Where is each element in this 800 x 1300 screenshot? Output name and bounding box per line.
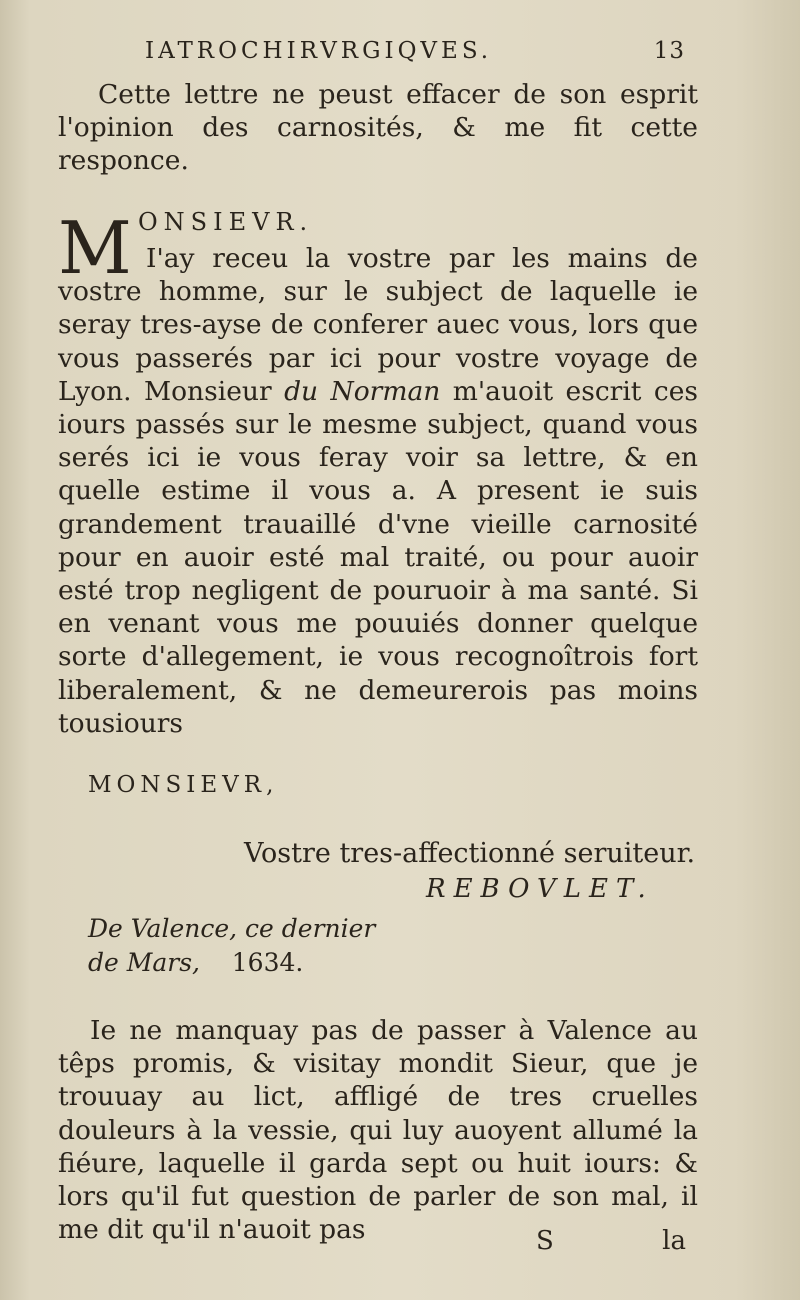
- letter-body-part-2: m'auoit escrit ces iours passés sur le mesme subject, quand vous serés ici ie vous feray voir sa lettre, & en quelle estime il vous a. A present ie suis grandement trauaillé d'vne vieille carnosité pour en auoir esté mal traité, ou pour auoir esté trop negligent de pouruoir à ma santé. Si en venant vous me pouuiés donner quelque sorte d'allegement, ie vous recognoîtrois fort liberalement, & ne demeurerois pas moins tousiours: [58, 375, 699, 739]
- final-paragraph: Ie ne manquay pas de passer à Valence au têps promis, & visitay mondit Sieur, que je trouuay au lict, affligé de tres cruelles douleurs à la vessie, qui luy auoyent allumé la fiéure, laquelle il garda sept ou huit iours: & lors qu'il fut question de parler de son mal, il me dit qu'il n'auoit pas: [58, 1015, 698, 1246]
- catchword: la: [662, 1226, 686, 1256]
- intro-paragraph: Cette lettre ne peust effacer de son esprit l'opinion des carnosités, & me fit cette responce.: [58, 79, 698, 177]
- running-header: [145, 38, 685, 64]
- letter-body-part-1: I'ay receu la vostre par les mains de vostre homme, sur le subject de laquelle ie seray tres-ayse de conferer auec vous, lors que vous passerés par ici pour vostre voyage de Lyon. Monsieur: [58, 243, 698, 407]
- date-month: de Mars,: [88, 948, 200, 977]
- date-year: 1634.: [231, 948, 304, 977]
- signature-line: Vostre tres-affectionné seruiteur.: [244, 838, 696, 869]
- place-date-line-1: De Valence, ce dernier: [88, 914, 376, 943]
- signature-mark: S: [536, 1226, 554, 1256]
- place-date-line-2: [88, 948, 303, 977]
- closing-salutation: MONSIEVR,: [88, 772, 279, 798]
- page-number: 13: [653, 38, 685, 64]
- running-title: IATROCHIRVRGIQVES.: [145, 38, 493, 64]
- letter-salutation: ONSIEVR.: [138, 208, 314, 236]
- letter-body: [58, 242, 698, 740]
- drop-cap: M: [58, 206, 132, 290]
- signature-name: REBOVLET.: [426, 874, 654, 904]
- letter-body-name: du Norman: [284, 375, 441, 407]
